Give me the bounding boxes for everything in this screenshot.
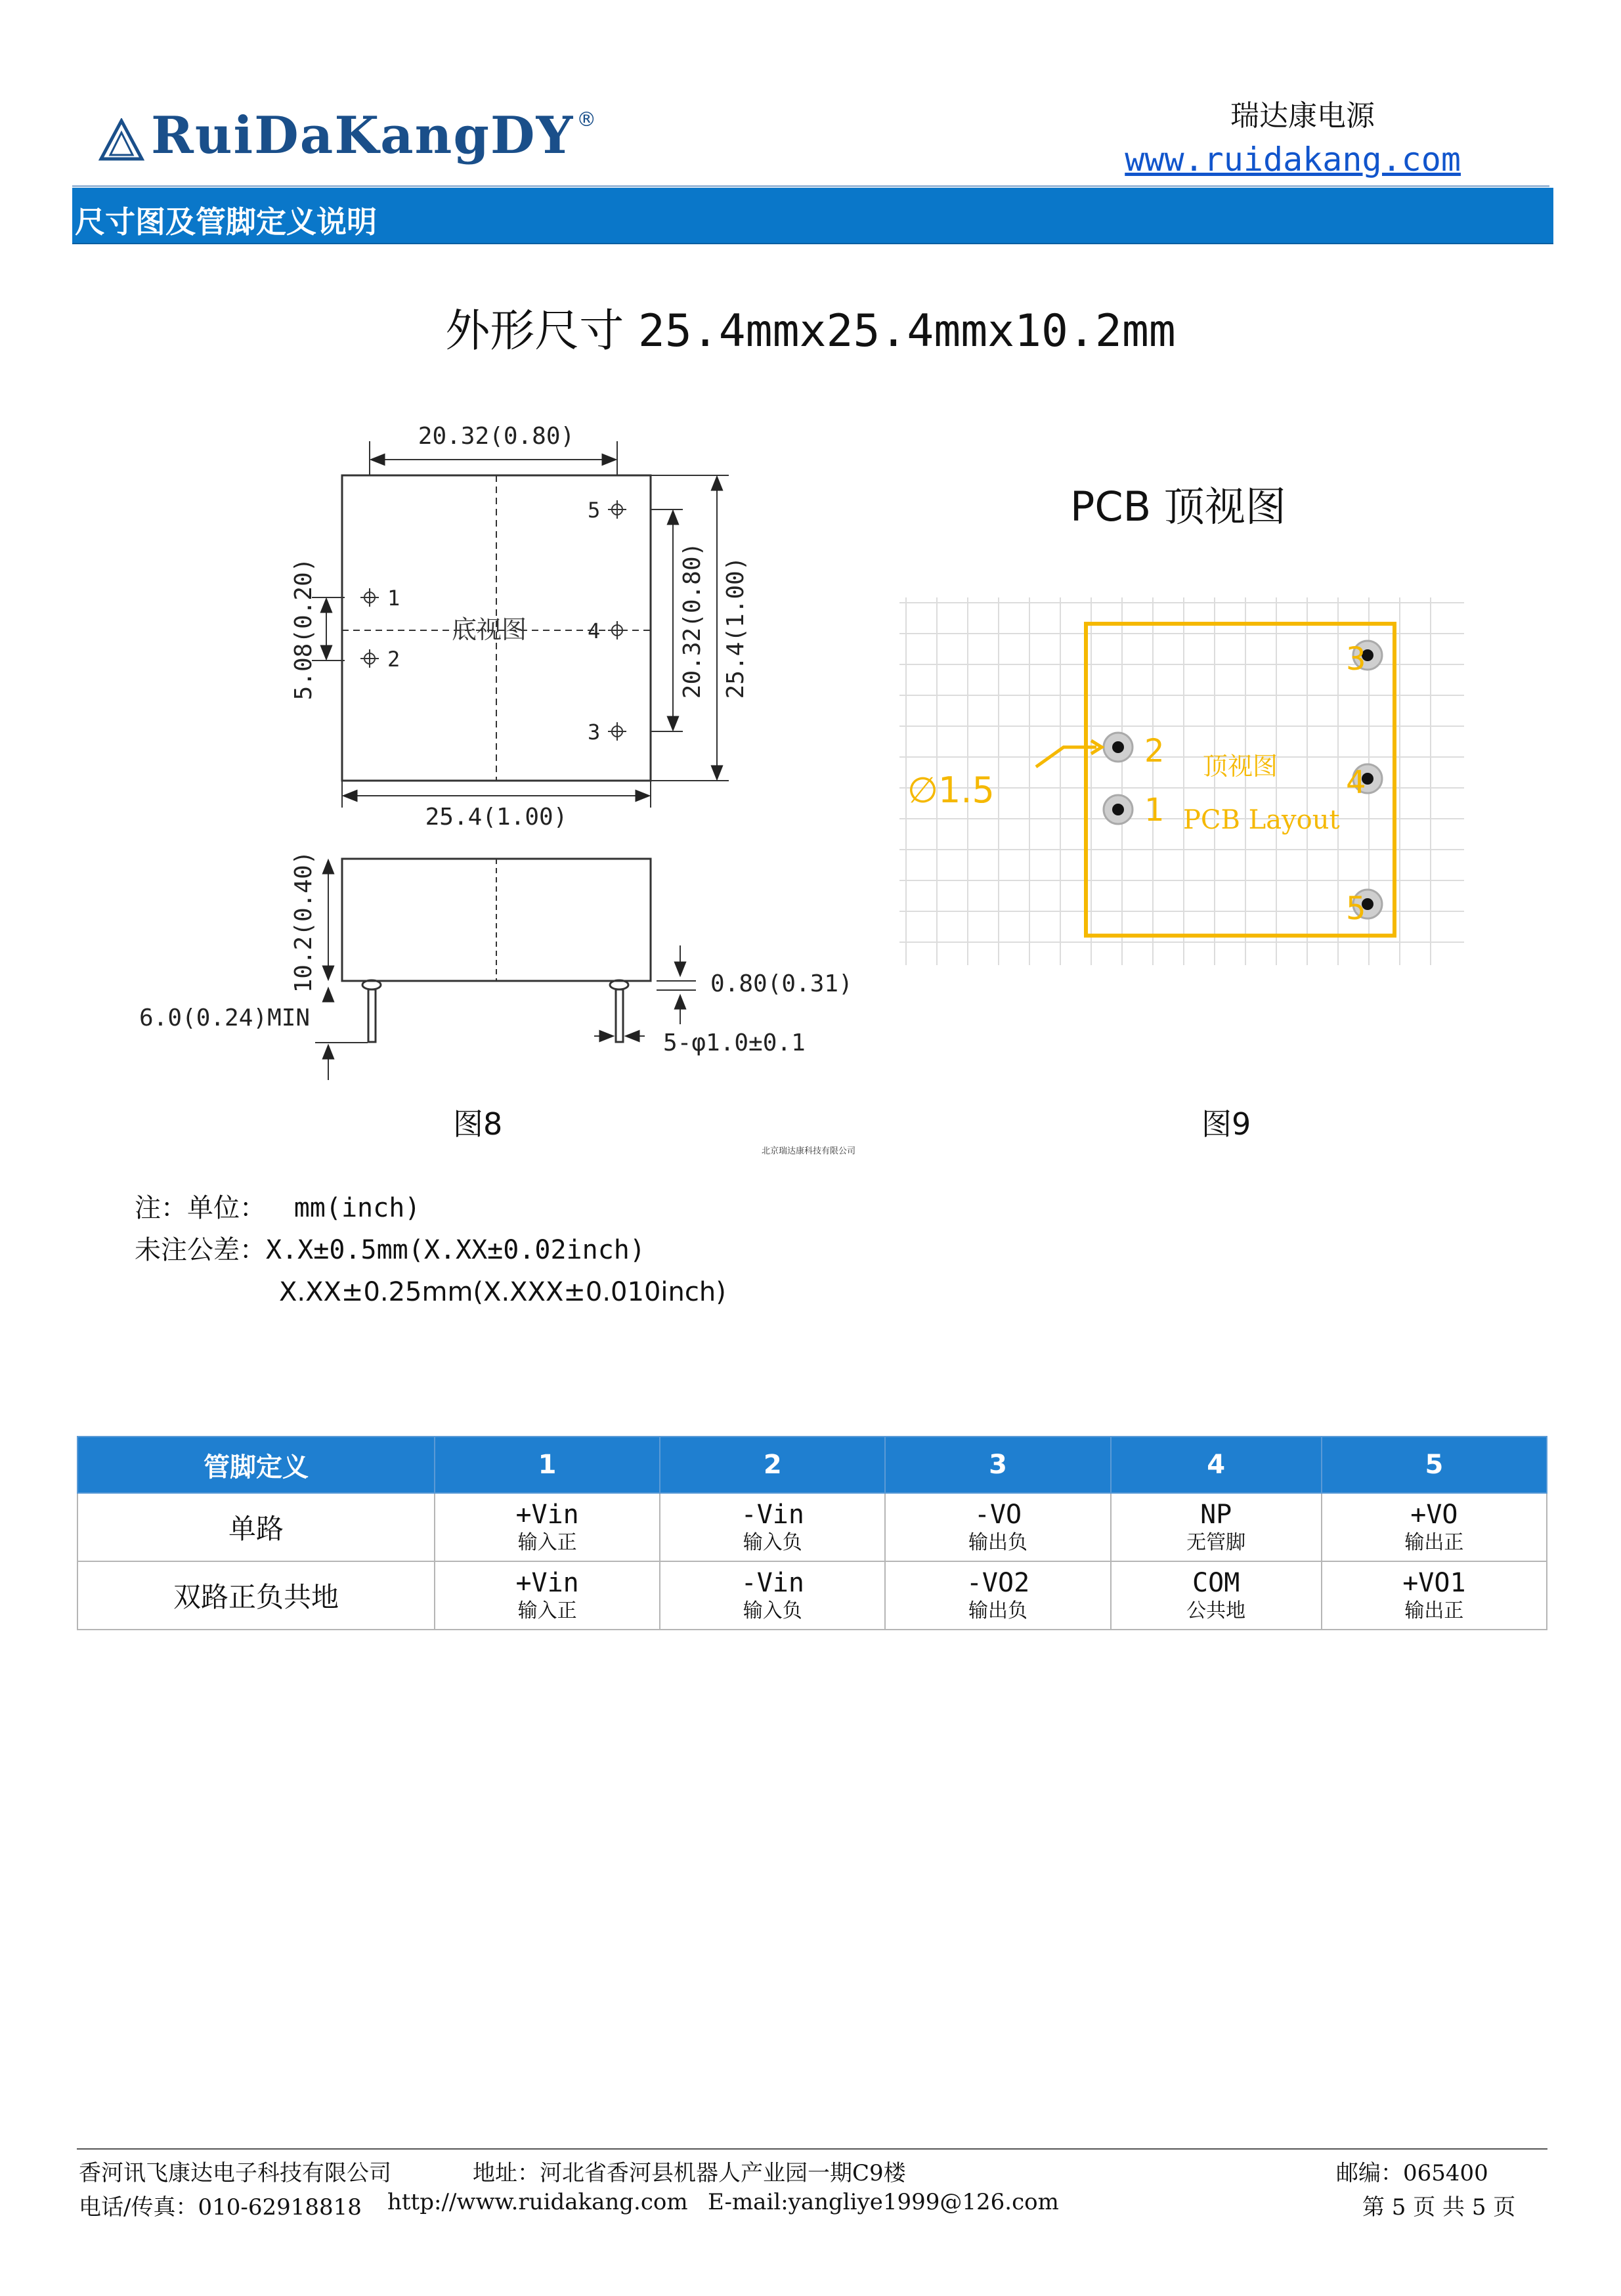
footer-address: 地址：河北省香河县机器人产业园一期C9楼 [473,2160,906,2186]
pcb-pin-2: 2 [1144,733,1165,769]
table-header-row [77,1437,1547,1493]
pin-desc: 输出负 [968,1531,1027,1554]
pin-desc: 输入负 [743,1531,802,1554]
hole-dia-label: ∅1.5 [907,769,995,811]
pin-definition-table [77,1436,1547,1630]
dim-pin-length: 6.0(0.24)MIN [139,1005,311,1031]
pin-label-5: 5 [588,498,601,523]
pcb-pin-5: 5 [1346,890,1366,927]
pin-desc: 输出负 [968,1599,1027,1622]
footer-email[interactable]: E-mail:yangliye1999@126.com [708,2189,1059,2215]
header-pin-5: 5 [1322,1437,1547,1493]
header-pin-2: 2 [660,1437,885,1493]
footer-company: 香河讯飞康达电子科技有限公司 [79,2160,391,2186]
pin-label-3: 3 [588,720,601,745]
footer-web[interactable]: http://www.ruidakang.com [387,2189,688,2215]
pin-signal: +VO [1410,1500,1458,1530]
title-dimensions: 25.4mmx25.4mmx10.2mm [638,305,1176,357]
note-tolerance-1: X.X±0.5mm(X.XX±0.02inch) [266,1235,645,1265]
figure-8-caption: 图8 [453,1106,503,1142]
dim-inner-right: 20.32(0.80) [679,542,706,699]
dim-top: 20.32(0.80) [418,423,575,450]
pcb-top-view-label: 顶视图 [1203,752,1278,781]
table-cell [1111,1561,1322,1630]
footer-page-number: 第 5 页 共 5 页 [1362,2194,1516,2220]
table-cell [1322,1493,1547,1561]
pcb-pin-3: 3 [1346,641,1366,678]
table-row [77,1493,1547,1561]
table-row [77,1561,1547,1630]
pin-desc: 无管脚 [1186,1531,1246,1554]
pin-desc: 输入正 [517,1599,577,1622]
note-unit [135,1187,420,1229]
dim-left: 5.08(0.20) [290,557,317,701]
table-cell [435,1493,660,1561]
dim-outer-right: 25.4(1.00) [722,556,749,699]
company-logo [98,106,597,165]
table-cell [660,1561,885,1630]
pin-signal: +VO1 [1402,1568,1466,1598]
pin-desc: 输入正 [517,1531,577,1554]
pin-desc: 输入负 [743,1599,802,1622]
pin-signal: +Vin [515,1500,579,1530]
pcb-pin-4: 4 [1346,764,1366,801]
row-name: 双路正负共地 [77,1561,435,1630]
pcb-pin-1: 1 [1144,792,1165,829]
figure-9-caption: 图9 [1201,1106,1251,1142]
pin-signal: -Vin [741,1500,804,1530]
company-name-cn: 瑞达康电源 [1230,99,1375,133]
note-unit-value: mm(inch) [293,1193,421,1223]
pin-desc: 输出正 [1404,1599,1464,1622]
pin-desc: 公共地 [1186,1599,1246,1622]
dim-standoff: 0.80(0.31) [710,970,853,997]
table-cell [435,1561,660,1630]
bottom-view-label: 底视图 [451,615,527,644]
pin-desc: 输出正 [1404,1531,1464,1554]
pin-signal: +Vin [515,1568,579,1598]
note-tolerance-label: 未注公差： [135,1235,266,1265]
registered-mark: ® [576,108,597,131]
section-title: 尺寸图及管脚定义说明 [75,204,377,240]
tiny-note: 北京瑞达康科技有限公司 [762,1146,856,1156]
pcb-title: PCB 顶视图 [1070,483,1286,531]
table-cell [1111,1493,1322,1561]
header-pin-3: 3 [885,1437,1110,1493]
pin-signal: -VO [974,1500,1022,1530]
title-prefix: 外形尺寸 [445,305,624,357]
header-pin-1: 1 [435,1437,660,1493]
table-cell [660,1493,885,1561]
note-tolerance-2: X.XX±0.25mm(X.XXX±0.010inch) [279,1277,726,1307]
pcb-layout-drawing [899,597,1464,965]
pin-signal: NP [1200,1500,1232,1530]
pcb-layout-label: PCB Layout [1183,805,1340,835]
row-name: 单路 [77,1493,435,1561]
pin-label-2: 2 [387,647,400,672]
note-tolerance [135,1229,645,1271]
footer-rule [77,2148,1547,2150]
pin-signal: COM [1192,1568,1240,1598]
pin-signal: -VO2 [966,1568,1030,1598]
dimension-drawing [118,407,893,1096]
page-title [0,295,1621,359]
table-cell [1322,1561,1547,1630]
header-pin-4: 4 [1111,1437,1322,1493]
table-cell [885,1493,1110,1561]
header-rule [72,185,1549,187]
footer-postcode: 邮编：065400 [1336,2160,1488,2186]
pin-label-4: 4 [588,618,601,643]
pin-label-1: 1 [387,586,400,611]
dim-pin-diameter: 5-φ1.0±0.1 [663,1029,806,1056]
dim-bottom: 25.4(1.00) [425,804,568,831]
header-pin-def: 管脚定义 [77,1437,435,1493]
website-link[interactable]: www.ruidakang.com [1125,141,1461,179]
dim-height: 10.2(0.40) [290,850,317,993]
footer-phone: 电话/传真：010-62918818 [79,2194,362,2220]
note-unit-label: 注：单位： [135,1193,266,1223]
pin-signal: -Vin [741,1568,804,1598]
logo-mark-icon [98,118,144,162]
table-cell [885,1561,1110,1630]
logo-text: RuiDaKangDY [151,106,574,165]
